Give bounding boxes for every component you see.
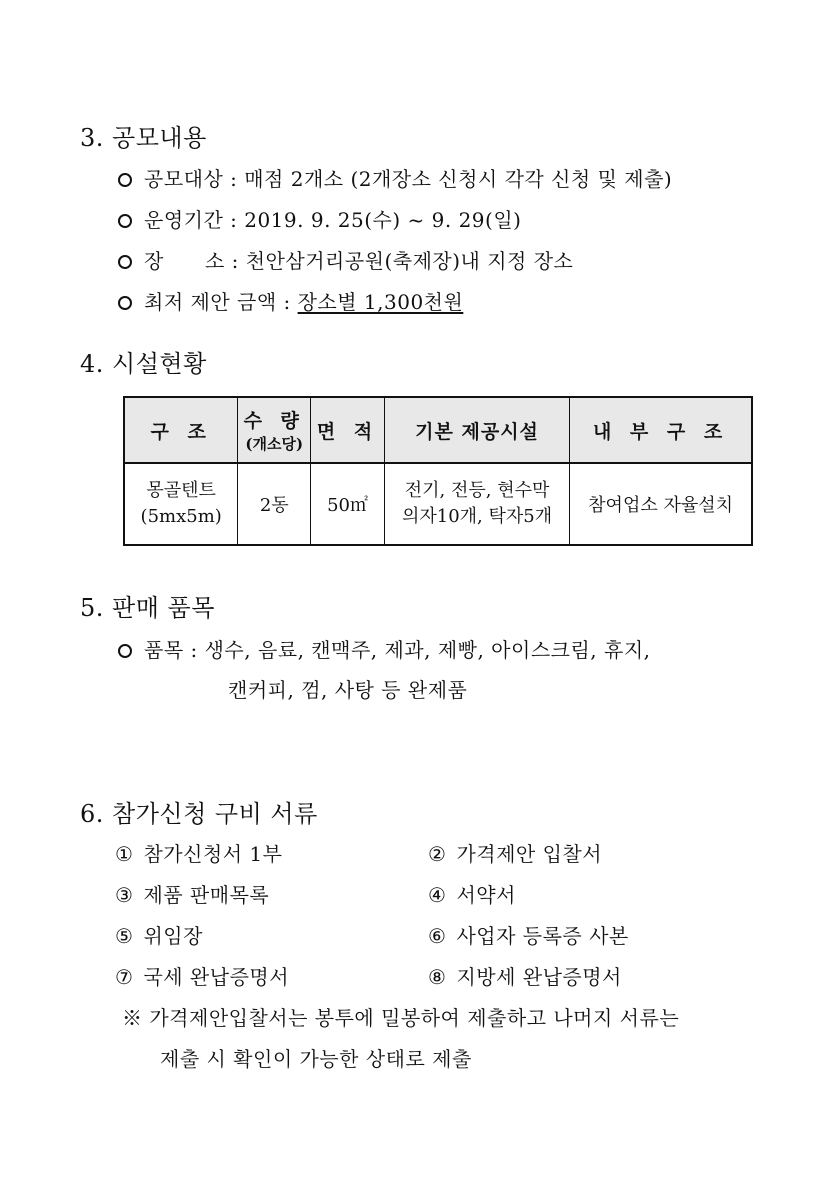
doc-item bbox=[428, 961, 622, 990]
cell-facilities-line-1: 전기, 전등, 현수막 bbox=[404, 480, 550, 501]
section-3-item-target bbox=[118, 163, 672, 192]
doc-label: 서약서 bbox=[456, 883, 516, 907]
min-price-value: 장소별 1,300천원 bbox=[297, 290, 464, 314]
doc-number: ④ bbox=[428, 883, 447, 907]
header-quantity bbox=[238, 397, 311, 463]
circle-bullet-icon bbox=[118, 255, 132, 269]
table-header-row bbox=[124, 397, 752, 463]
doc-label: 사업자 등록증 사본 bbox=[456, 924, 629, 948]
circle-bullet-icon bbox=[118, 173, 132, 187]
section-3-item-min-price bbox=[118, 286, 463, 315]
cell-structure-line-2: (5mx5m) bbox=[140, 506, 222, 527]
doc-number: ⑤ bbox=[115, 924, 134, 948]
section-5-item bbox=[118, 634, 651, 663]
circle-bullet-icon bbox=[118, 644, 132, 658]
doc-item bbox=[115, 961, 289, 990]
table-row bbox=[124, 463, 752, 545]
doc-label: 제품 판매목록 bbox=[143, 883, 270, 907]
cell-structure bbox=[124, 463, 238, 545]
circle-bullet-icon bbox=[118, 296, 132, 310]
doc-number: ① bbox=[115, 842, 134, 866]
cell-facilities-line-2: 의자10개, 탁자5개 bbox=[401, 506, 553, 527]
doc-item bbox=[428, 838, 602, 867]
item-text: 공모대상 : 매점 2개소 (2개장소 신청시 각각 신청 및 제출) bbox=[144, 167, 673, 191]
doc-item bbox=[428, 879, 516, 908]
header-area: 면 적 bbox=[311, 397, 385, 463]
section-3-item-period bbox=[118, 204, 521, 233]
doc-label: 위임장 bbox=[143, 924, 203, 948]
header-quantity-unit: (개소당) bbox=[245, 435, 304, 453]
section-3-heading: 3. 공모내용 bbox=[80, 124, 207, 152]
cell-structure-line-1: 몽골텐트 bbox=[146, 480, 216, 501]
submission-note-line-1: ※ 가격제안입찰서는 봉투에 밀봉하여 제출하고 나머지 서류는 bbox=[122, 1006, 680, 1030]
facility-table bbox=[123, 396, 753, 546]
header-facilities: 기본 제공시설 bbox=[384, 397, 569, 463]
section-4-heading: 4. 시설현황 bbox=[80, 350, 207, 378]
item-text: 장 소 : 천안삼거리공원(축제장)내 지정 장소 bbox=[144, 249, 574, 273]
doc-label: 지방세 완납증명서 bbox=[456, 965, 622, 989]
item-label: 최저 제안 금액 : bbox=[144, 290, 298, 314]
cell-facilities bbox=[384, 463, 569, 545]
doc-number: ⑧ bbox=[428, 965, 447, 989]
header-quantity-label: 수 량 bbox=[243, 410, 305, 432]
cell-area: 50㎡ bbox=[311, 463, 385, 545]
doc-number: ⑥ bbox=[428, 924, 447, 948]
section-5-heading: 5. 판매 품목 bbox=[80, 594, 215, 622]
items-line-2: 캔커피, 껌, 사탕 등 완제품 bbox=[228, 678, 468, 702]
circle-bullet-icon bbox=[118, 214, 132, 228]
submission-note-line-2: 제출 시 확인이 가능한 상태로 제출 bbox=[160, 1047, 472, 1071]
items-line-1: 품목 : 생수, 음료, 캔맥주, 제과, 제빵, 아이스크림, 휴지, bbox=[144, 638, 651, 662]
header-interior: 내 부 구 조 bbox=[570, 397, 752, 463]
cell-interior: 참여업소 자율설치 bbox=[570, 463, 752, 545]
doc-number: ② bbox=[428, 842, 447, 866]
doc-item bbox=[428, 920, 629, 949]
header-structure: 구 조 bbox=[124, 397, 238, 463]
section-6-heading: 6. 참가신청 구비 서류 bbox=[80, 800, 318, 828]
doc-label: 국세 완납증명서 bbox=[143, 965, 290, 989]
doc-item bbox=[115, 879, 269, 908]
doc-number: ③ bbox=[115, 883, 134, 907]
section-3-item-place bbox=[118, 245, 573, 274]
doc-label: 참가신청서 1부 bbox=[143, 842, 283, 866]
cell-quantity: 2동 bbox=[238, 463, 311, 545]
doc-item bbox=[115, 838, 282, 867]
doc-label: 가격제안 입찰서 bbox=[456, 842, 603, 866]
doc-item bbox=[115, 920, 203, 949]
doc-number: ⑦ bbox=[115, 965, 134, 989]
item-text: 운영기간 : 2019. 9. 25(수) ~ 9. 29(일) bbox=[144, 208, 522, 232]
